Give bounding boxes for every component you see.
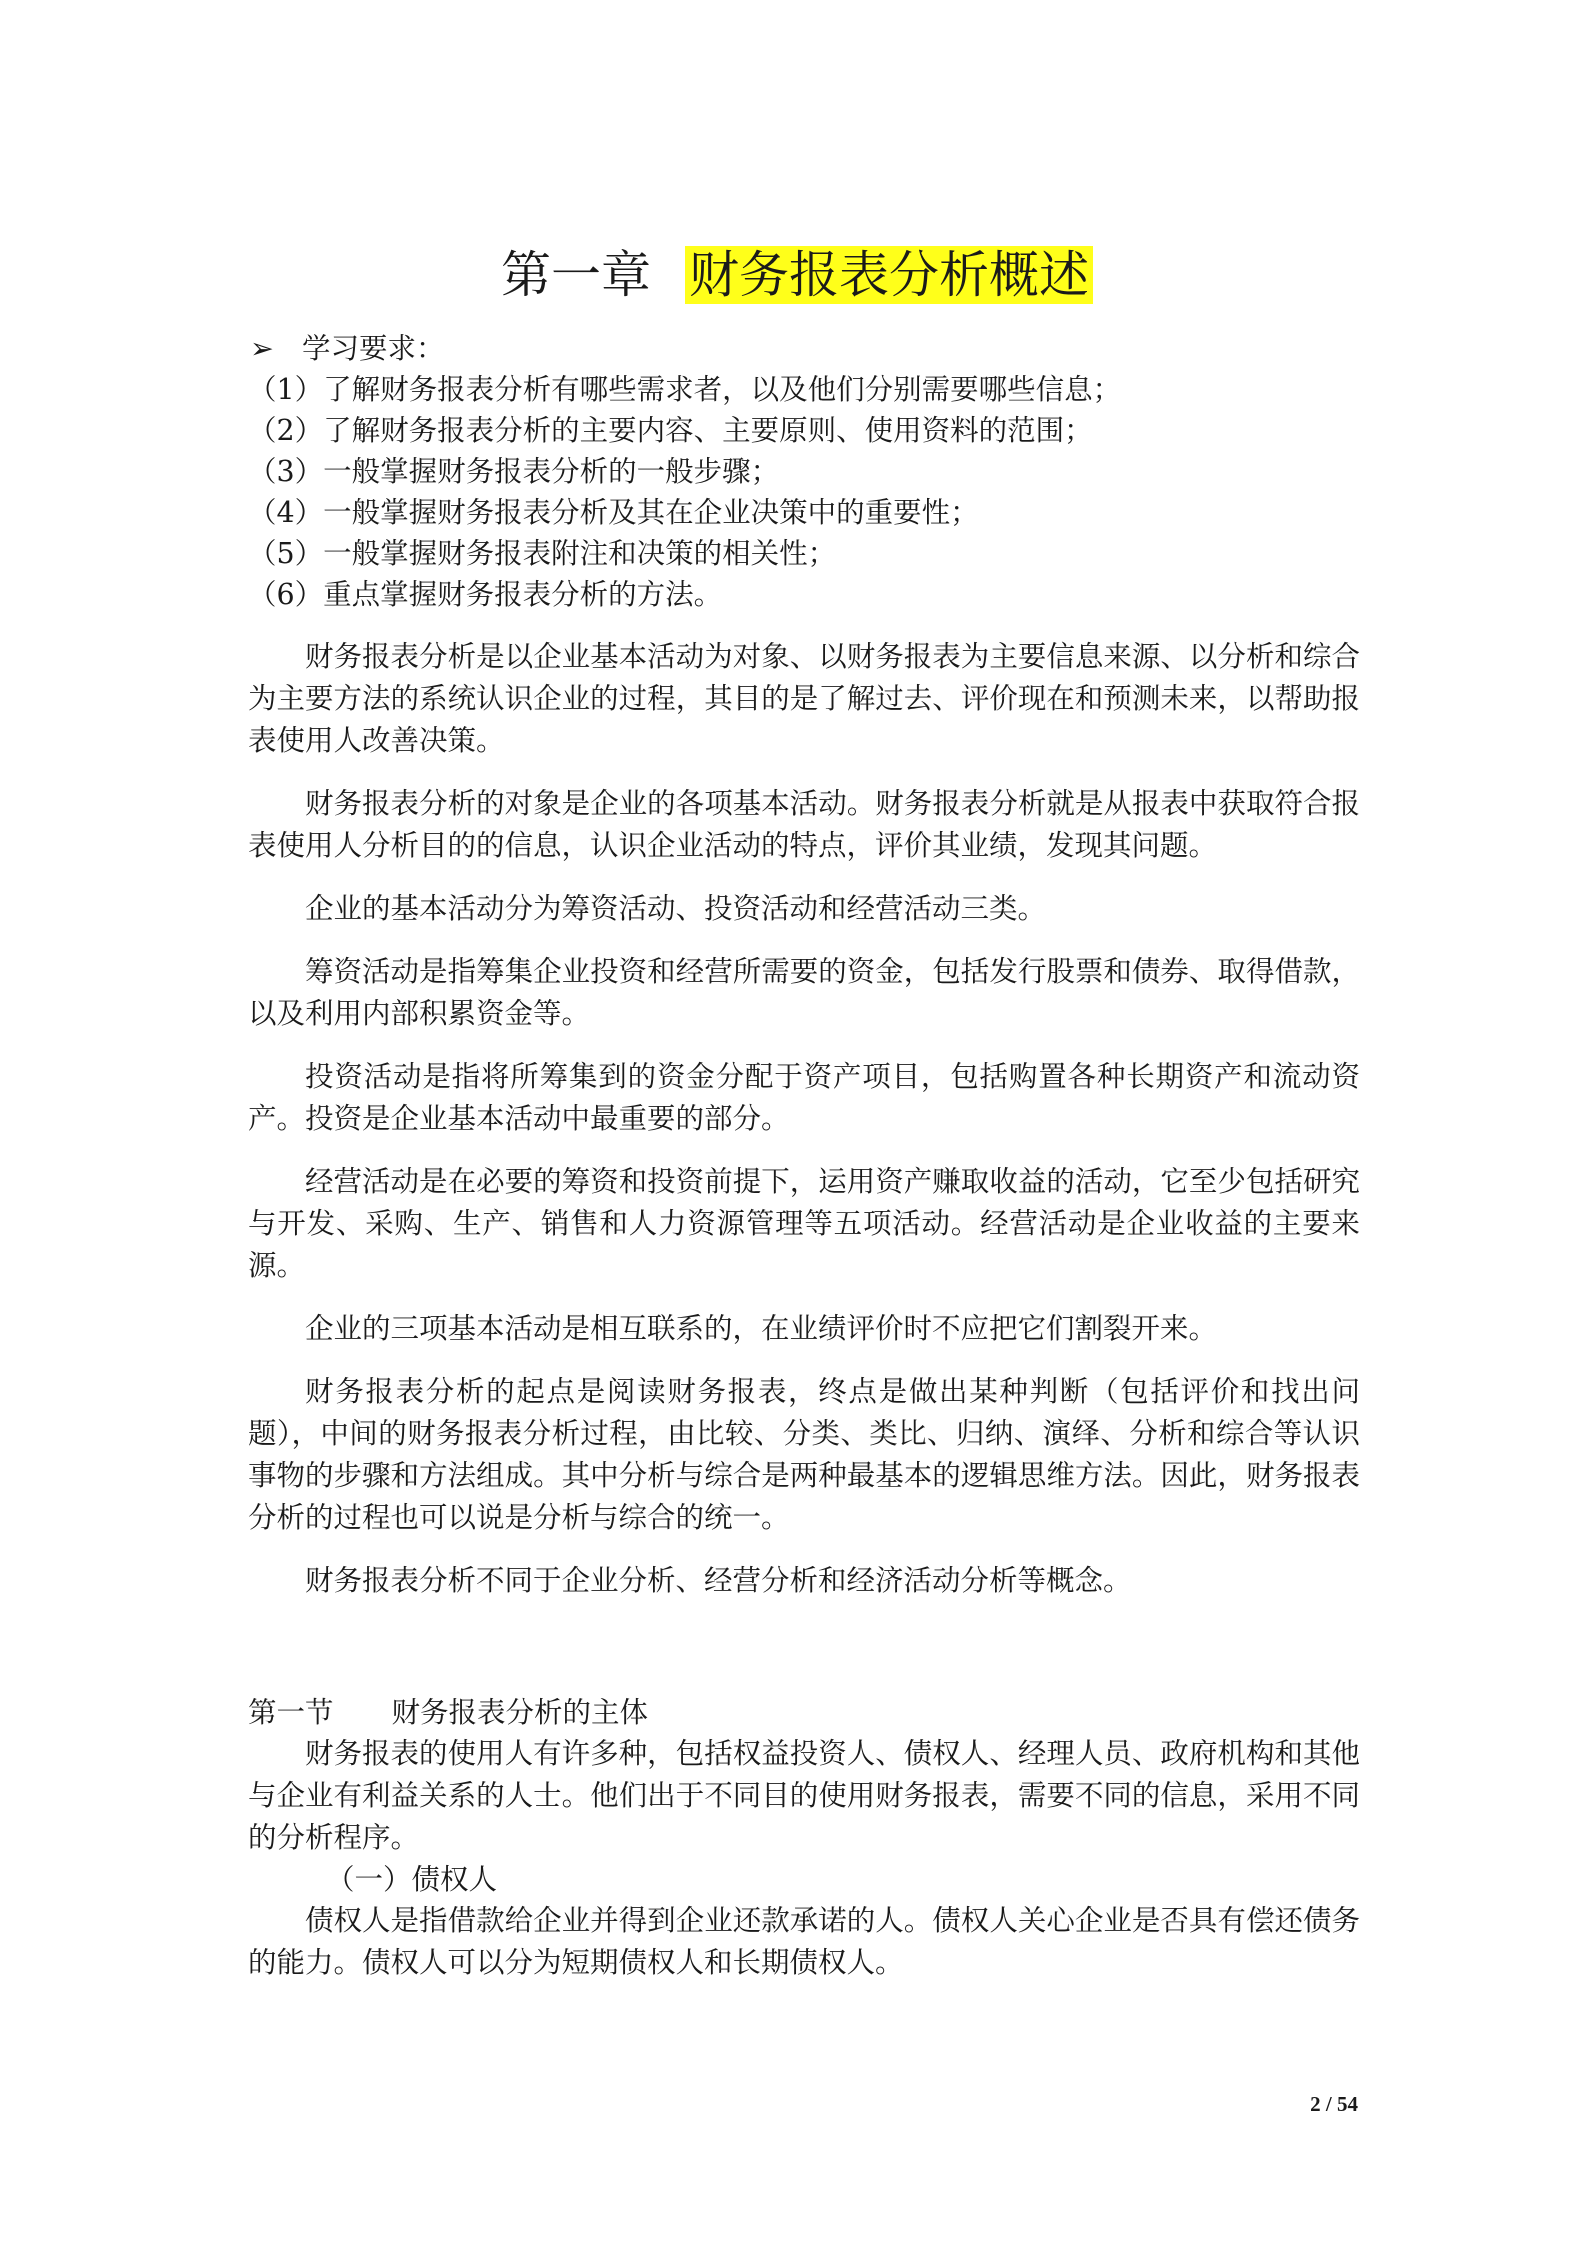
body-paragraph: 投资活动是指将所筹集到的资金分配于资产项目，包括购置各种长期资产和流动资产。投资是企业基本活动中最重要的部分。	[248, 1060, 1360, 1135]
body-paragraph: 企业的基本活动分为筹资活动、投资活动和经营活动三类。	[305, 892, 1047, 925]
page-content	[248, 328, 1360, 1984]
chapter-number: 第一章	[501, 246, 651, 304]
body-paragraph: 筹资活动是指筹集企业投资和经营所需要的资金，包括发行股票和债券、取得借款，以及利用内部积累资金等。	[248, 955, 1360, 1030]
subsection-title: （一）债权人	[326, 1863, 498, 1896]
page-number: 2 / 54	[1310, 2092, 1358, 2116]
chapter-title	[0, 240, 1594, 310]
requirements-heading-text: 学习要求：	[302, 332, 445, 365]
body-paragraph: 经营活动是在必要的筹资和投资前提下，运用资产赚取收益的活动，它至少包括研究与开发、采购、生产、销售和人力资源管理等五项活动。经营活动是企业收益的主要来源。	[248, 1165, 1360, 1282]
requirement-item: （6）重点掌握财务报表分析的方法。	[248, 578, 723, 611]
section-name: 财务报表分析的主体	[391, 1696, 649, 1729]
body-paragraph: 财务报表分析的起点是阅读财务报表，终点是做出某种判断（包括评价和找出问题），中间的财务报表分析过程，由比较、分类、类比、归纳、演绎、分析和综合等认识事物的步骤和方法组成。其中分析与综合是两种最基本的逻辑思维方法。因此，财务报表分析的过程也可以说是分析与综合的统一。	[248, 1375, 1360, 1534]
section-number: 第一节	[248, 1696, 334, 1729]
requirement-item: （5）一般掌握财务报表附注和决策的相关性；	[248, 537, 837, 570]
requirement-item: （2）了解财务报表分析的主要内容、主要原则、使用资料的范围；	[248, 414, 1093, 447]
requirements-heading	[248, 328, 1360, 369]
requirement-item: （4）一般掌握财务报表分析及其在企业决策中的重要性；	[248, 496, 979, 529]
body-paragraph: 财务报表分析不同于企业分析、经营分析和经济活动分析等概念。	[305, 1564, 1132, 1597]
body-paragraph: 财务报表分析是以企业基本活动为对象、以财务报表为主要信息来源、以分析和综合为主要方法的系统认识企业的过程，其目的是了解过去、评价现在和预测未来，以帮助报表使用人改善决策。	[248, 640, 1360, 757]
section-intro-paragraph: 财务报表的使用人有许多种，包括权益投资人、债权人、经理人员、政府机构和其他与企业有利益关系的人士。他们出于不同目的使用财务报表，需要不同的信息，采用不同的分析程序。	[248, 1737, 1360, 1854]
chapter-title-highlighted: 财务报表分析概述	[685, 246, 1093, 304]
arrow-bullet-icon: ➢	[250, 332, 274, 365]
requirement-item: （3）一般掌握财务报表分析的一般步骤；	[248, 455, 780, 488]
requirement-item: （1）了解财务报表分析有哪些需求者，以及他们分别需要哪些信息；	[248, 373, 1122, 406]
body-paragraph: 企业的三项基本活动是相互联系的，在业绩评价时不应把它们割裂开来。	[305, 1312, 1218, 1345]
body-paragraph: 财务报表分析的对象是企业的各项基本活动。财务报表分析就是从报表中获取符合报表使用人分析目的的信息，认识企业活动的特点，评价其业绩，发现其问题。	[248, 787, 1360, 862]
section-title	[248, 1692, 1360, 1733]
subsection-paragraph: 债权人是指借款给企业并得到企业还款承诺的人。债权人关心企业是否具有偿还债务的能力。债权人可以分为短期债权人和长期债权人。	[248, 1904, 1360, 1979]
